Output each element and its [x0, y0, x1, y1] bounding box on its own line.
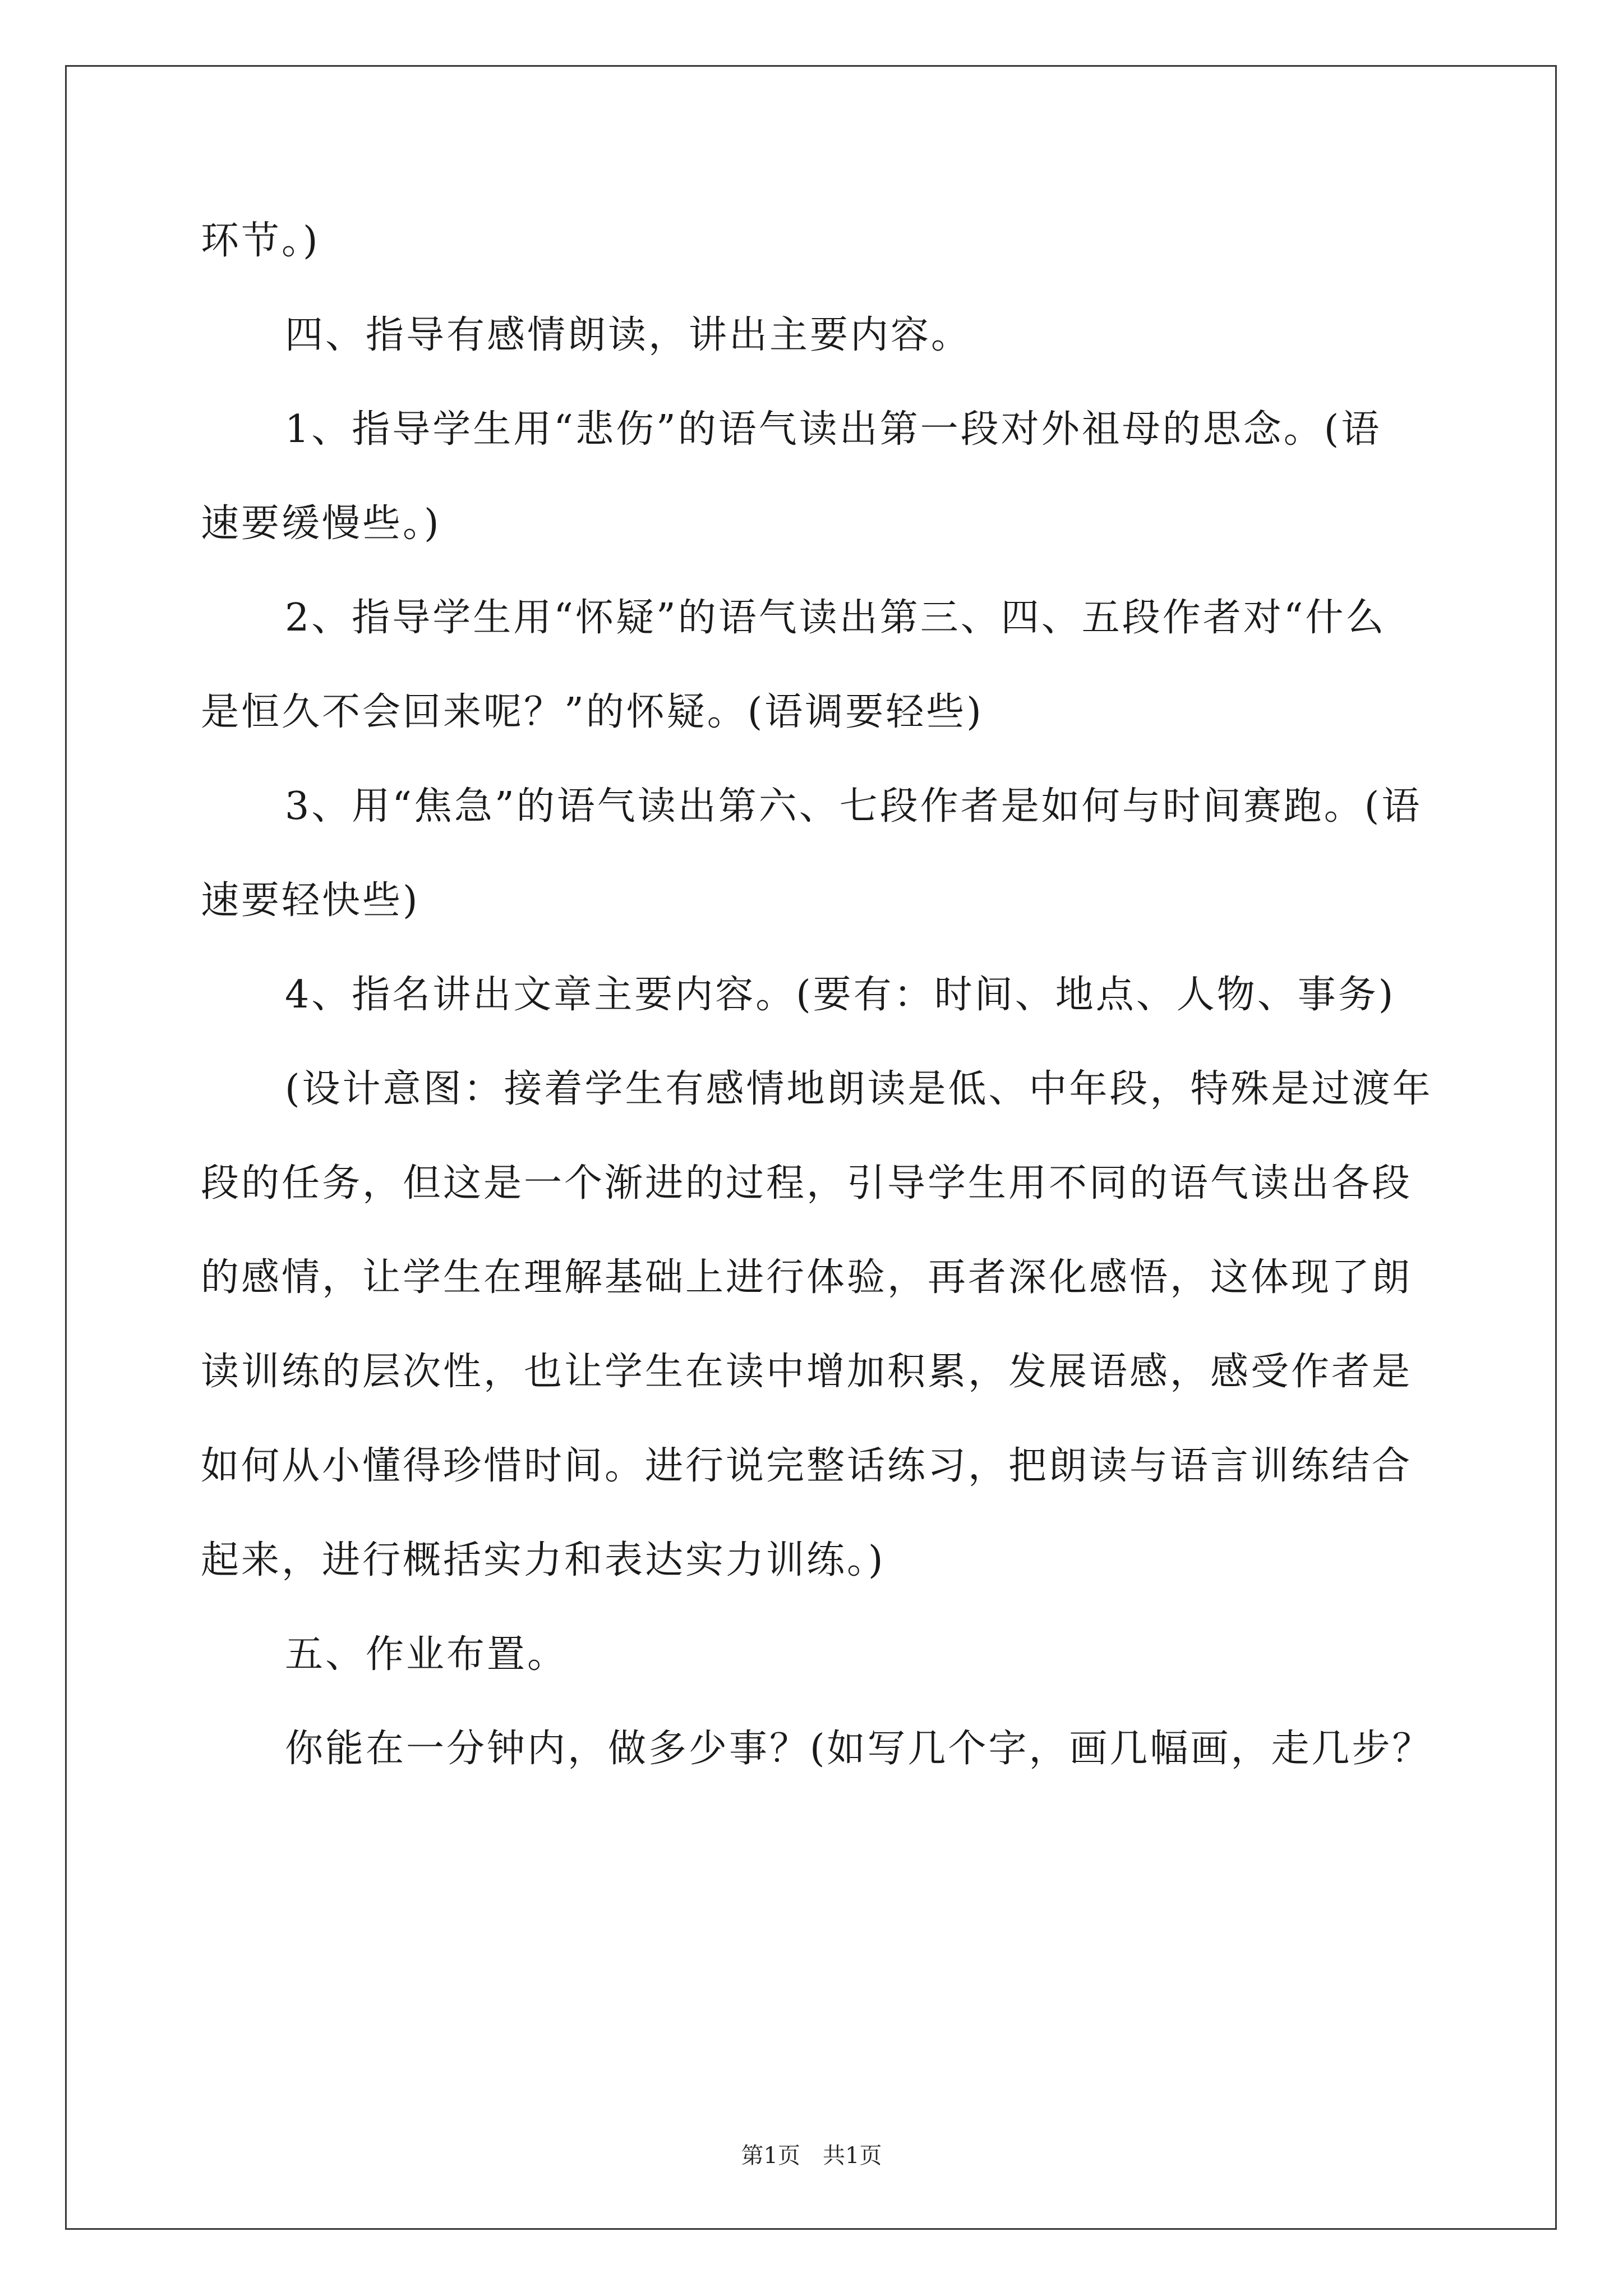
- text-line: 段的任务，但这是一个渐进的过程，引导学生用不同的语气读出各段: [201, 1161, 1413, 1205]
- text-line: 速要轻快些): [201, 878, 420, 923]
- text-line: 如何从小懂得珍惜时间。进行说完整话练习，把朗读与语言训练结合: [201, 1444, 1413, 1488]
- text-line: 的感情，让学生在理解基础上进行体验，再者深化感悟，这体现了朗: [201, 1255, 1413, 1300]
- section-heading-5: 五、作业布置。: [285, 1632, 568, 1677]
- text-line: 你能在一分钟内，做多少事？(如写几个字，画几幅画，走几步？: [285, 1727, 1433, 1771]
- section-heading-4: 四、指导有感情朗读，讲出主要内容。: [285, 313, 972, 357]
- text-line: 读训练的层次性，也让学生在读中增加积累，发展语感，感受作者是: [201, 1350, 1413, 1394]
- text-line: (设计意图：接着学生有感情地朗读是低、中年段，特殊是过渡年: [285, 1067, 1433, 1111]
- page-border: [65, 65, 1557, 2230]
- page-number: 第1页 共1页: [741, 2143, 882, 2169]
- text-line: 是恒久不会回来呢？”的怀疑。(语调要轻些): [201, 690, 984, 734]
- text-line: 起来，进行概括实力和表达实力训练。): [201, 1538, 886, 1582]
- text-line: 环节。): [201, 219, 320, 263]
- text-line: 2、指导学生用“怀疑”的语气读出第三、四、五段作者对“什么: [285, 596, 1386, 640]
- text-line: 速要缓慢些。): [201, 501, 441, 546]
- text-line: 1、指导学生用“悲伤”的语气读出第一段对外祖母的思念。(语: [285, 407, 1382, 452]
- text-line: 3、用“焦急”的语气读出第六、七段作者是如何与时间赛跑。(语: [285, 784, 1422, 829]
- text-line: 4、指名讲出文章主要内容。(要有：时间、地点、人物、事务): [285, 973, 1396, 1017]
